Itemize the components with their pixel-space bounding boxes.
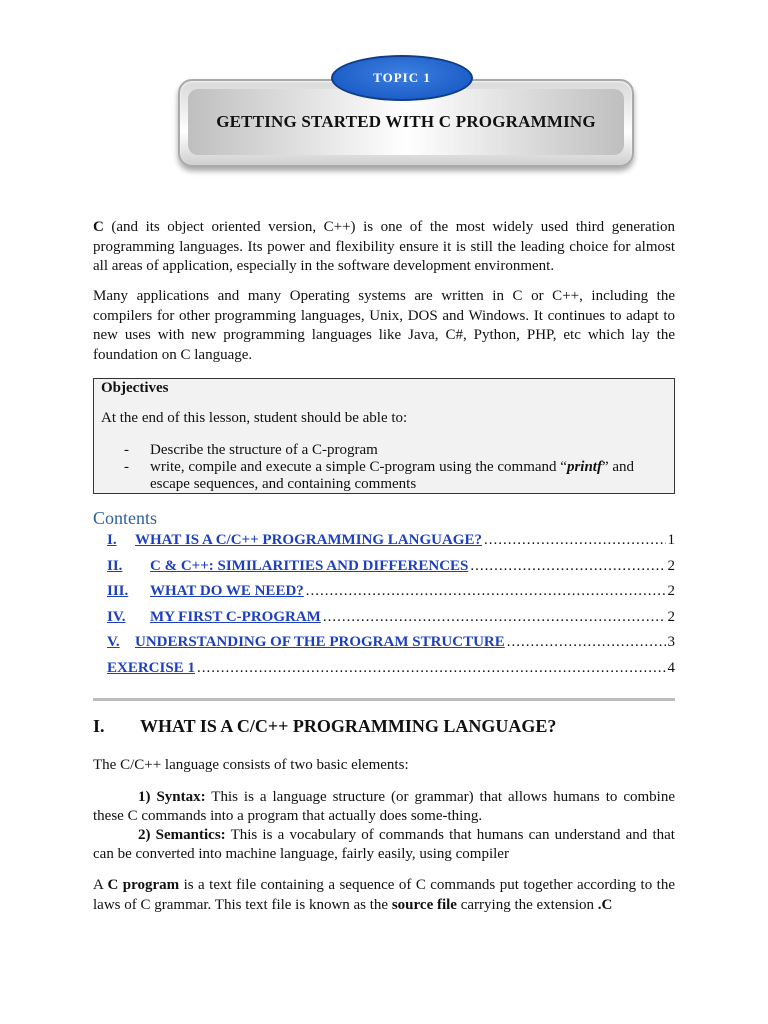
p3-text-a: A: [93, 877, 108, 893]
objectives-intro: At the end of this lesson, student should be able to:: [101, 410, 408, 426]
semantics-definition: [93, 826, 675, 864]
intro-paragraph-1: [93, 218, 675, 277]
syntax-text: This is a language structure (or grammar) that allows humans to combine these C commands into a program that actually does some-thing.: [93, 789, 675, 824]
p3-text-e: carrying the extension: [456, 896, 598, 913]
semantics-text: This is a vocabulary of commands that humans can understand and that can be converted into machine language, fairly easily, using compiler: [93, 827, 675, 862]
toc-number[interactable]: V.: [107, 634, 120, 650]
topic-badge-label: TOPIC 1: [373, 70, 431, 85]
section-paragraph-3: [93, 876, 675, 915]
toc-leader: [197, 660, 666, 677]
objectives-box: [93, 378, 675, 494]
section-number: I.: [93, 716, 105, 736]
toc-link[interactable]: WHAT DO WE NEED?: [150, 583, 304, 599]
section-divider: [93, 698, 675, 701]
objectives-title: Objectives: [101, 380, 169, 396]
syntax-definition: [93, 788, 675, 826]
p3-extension: .C: [597, 896, 613, 913]
toc-link[interactable]: C & C++: SIMILARITIES AND DIFFERENCES: [150, 557, 469, 574]
section-heading: [93, 716, 556, 737]
toc-page: 2: [667, 557, 675, 574]
objective-item-text-c: ” and escape sequences, and containing comments: [150, 459, 635, 492]
p3-c-program: C program: [107, 877, 180, 893]
toc-item[interactable]: [107, 532, 675, 558]
objectives-list: [124, 442, 654, 493]
toc-page: 3: [667, 634, 675, 650]
toc-item[interactable]: [107, 609, 675, 635]
intro-c-lead: C: [93, 219, 104, 235]
toc-link[interactable]: EXERCISE 1: [107, 659, 195, 676]
intro-p1-text: (and its object oriented version, C++) is one of the most widely used third generation programming languages. Its power and flexibility ensure it is still the leading choice for almost all areas of application, especially in the software development environment.: [93, 219, 675, 274]
p3-text-c: is a text file containing a sequence of C commands put together according to the laws of C grammar. This text file is known as the: [93, 877, 675, 913]
section-paragraph-1: The C/C++ language consists of two basic elements:: [93, 757, 409, 773]
toc-leader: [470, 558, 665, 575]
toc-link[interactable]: WHAT IS A C/C++ PROGRAMMING LANGUAGE?: [135, 532, 482, 548]
syntax-label: 1) Syntax:: [138, 789, 206, 805]
toc-leader: [323, 609, 666, 626]
intro-paragraph-2: Many applications and many Operating systems are written in C or C++, including the compilers for other programming languages, Unix, DOS and Windows. It continues to adapt to new uses with new programming languages like Java, C#, Python, PHP, etc which lay the foundation on C language.: [93, 288, 675, 363]
toc-item[interactable]: [107, 558, 675, 584]
toc-number[interactable]: III.: [107, 583, 129, 599]
contents-heading: Contents: [93, 508, 158, 528]
toc-link[interactable]: MY FIRST C-PROGRAM: [150, 608, 321, 625]
toc-link[interactable]: UNDERSTANDING OF THE PROGRAM STRUCTURE: [135, 634, 505, 650]
toc-number[interactable]: I.: [107, 532, 117, 548]
topic-title: GETTING STARTED WITH C PROGRAMMING: [216, 112, 596, 131]
objective-item: [124, 459, 654, 493]
toc-leader: [306, 583, 666, 600]
toc-item[interactable]: [107, 583, 675, 609]
objective-printf: printf: [566, 459, 602, 475]
semantics-label: 2) Semantics:: [138, 827, 226, 843]
toc-page: 2: [667, 608, 675, 625]
toc-number[interactable]: II.: [107, 557, 123, 574]
objective-item-text: Describe the structure of a C-program: [150, 442, 378, 458]
objective-item: [124, 442, 654, 459]
table-of-contents: [107, 532, 675, 685]
toc-item[interactable]: [107, 660, 675, 686]
topic-badge: [331, 55, 473, 101]
elements-definitions: [93, 788, 675, 864]
objective-item-text-a: write, compile and execute a simple C-program using the command “: [150, 459, 567, 475]
toc-item[interactable]: [107, 634, 675, 660]
toc-number[interactable]: IV.: [107, 608, 126, 625]
toc-leader: [507, 634, 666, 651]
toc-page: 1: [667, 532, 675, 548]
toc-leader: [484, 532, 666, 549]
p3-source-file: source file: [391, 896, 457, 913]
section-title: WHAT IS A C/C++ PROGRAMMING LANGUAGE?: [140, 716, 557, 736]
toc-page: 4: [667, 659, 675, 676]
toc-page: 2: [667, 583, 675, 599]
